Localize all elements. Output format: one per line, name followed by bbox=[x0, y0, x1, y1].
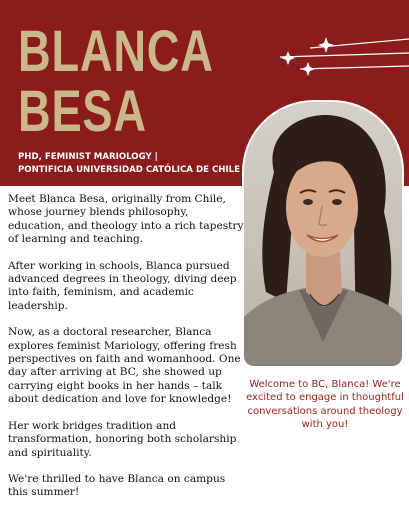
bio-paragraph: Meet Blanca Besa, originally from Chile, whose journey blends philosophy, education, and theology into a rich tapestry of learning and teaching. bbox=[8, 193, 244, 246]
bio-paragraph: We're thrilled to have Blanca on campus this summer! bbox=[8, 472, 226, 499]
bio-text bbox=[8, 193, 244, 513]
degree-subtitle bbox=[18, 151, 258, 177]
bio-paragraph: Now, as a doctoral researcher, Blanca explores feminist Mariology, offering fresh perspectives on faith and womanhood. One day after arriving at BC, she showed up carrying eight books in her hands – talk about dedication and love for knowledge! bbox=[8, 326, 241, 406]
sparkle-decoration bbox=[270, 30, 409, 80]
name-last: BESA bbox=[18, 79, 147, 144]
name-first: BLANCA bbox=[18, 19, 214, 84]
welcome-message: Welcome to BC, Blanca! We're excited to engage in thoughtful conversations around theology with you! bbox=[246, 379, 404, 431]
bio-paragraph: After working in schools, Blanca pursued advanced degrees in theology, diving deep into faith, feminism, and academic leadership. bbox=[8, 259, 237, 312]
sparkle-star-icon bbox=[301, 62, 315, 76]
subtitle-degree: PHD, FEMINIST MARIOLOGY | bbox=[18, 152, 158, 162]
sparkle-star-icon bbox=[281, 51, 295, 65]
portrait-photo bbox=[242, 100, 404, 368]
subtitle-university: PONTIFICIA UNIVERSIDAD CATÓLICA DE CHILE bbox=[18, 165, 240, 175]
portrait-illustration bbox=[244, 102, 402, 366]
bio-paragraph: Her work bridges tradition and transformation, honoring both scholarship and spirituality. bbox=[8, 419, 237, 459]
sparkle-star-icon bbox=[318, 37, 334, 53]
